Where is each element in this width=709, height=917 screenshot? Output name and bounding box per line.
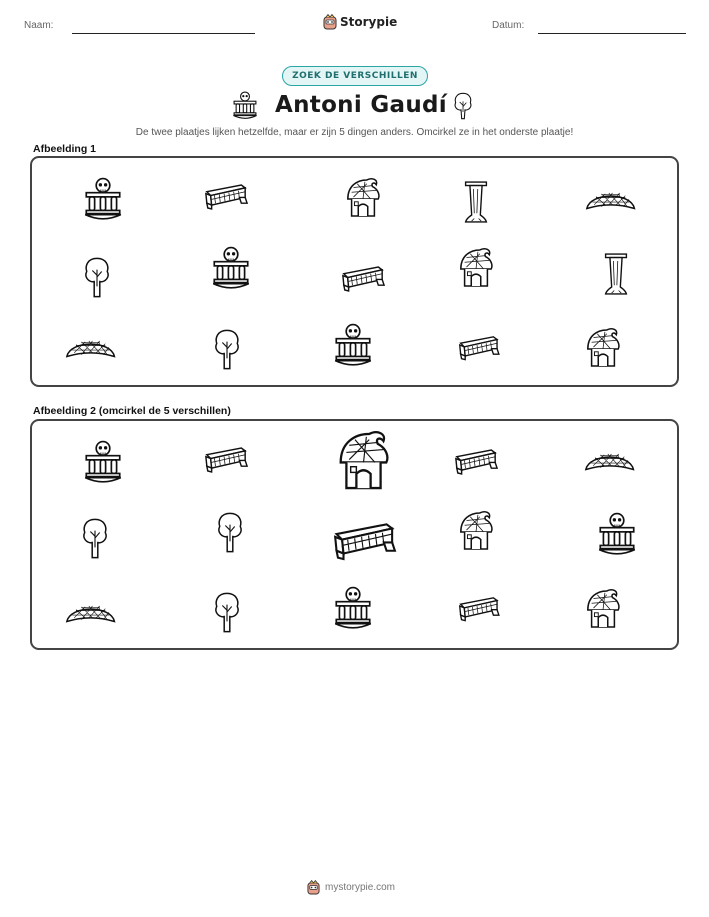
picture1-balcony-skull-icon (210, 246, 252, 296)
picture2-dome-icon[interactable] (584, 447, 635, 480)
picture1-dome-icon (585, 186, 636, 219)
picture2-mushroom-house-icon[interactable] (335, 428, 392, 498)
picture2-mushroom-house-icon[interactable] (584, 587, 622, 635)
picture2-bench-icon[interactable] (331, 520, 398, 566)
picture2-balcony-skull-icon[interactable] (332, 586, 374, 636)
picture1-column-icon (603, 251, 629, 301)
picture1-panel (30, 156, 679, 387)
picture2-balcony-skull-icon[interactable] (596, 512, 638, 562)
footer-url: mystorypie.com (325, 882, 396, 893)
date-line[interactable] (538, 33, 686, 34)
date-label: Datum: (492, 20, 525, 31)
name-label: Naam: (24, 20, 54, 31)
picture1-bench-icon (203, 182, 249, 215)
picture1-column-icon (463, 179, 489, 229)
storypie-mascot-icon (323, 14, 337, 30)
page-title: Antoni Gaudí (275, 92, 447, 118)
picture1-tree-icon (213, 327, 241, 377)
picture1-balcony-skull-icon (332, 323, 374, 373)
picture1-mushroom-house-icon (344, 176, 382, 224)
activity-badge: ZOEK DE VERSCHILLEN (282, 66, 428, 86)
picture2-panel[interactable] (30, 419, 679, 650)
title-row (0, 90, 709, 124)
picture2-bench-icon[interactable] (457, 595, 501, 627)
instructions: De twee plaatjes lijken hetzelfde, maar er zijn 5 dingen anders. Omcirkel ze in het onderste plaatje! (135, 127, 574, 138)
picture2-balcony-skull-icon[interactable] (82, 440, 124, 490)
picture2-mushroom-house-icon[interactable] (457, 509, 495, 557)
brand-logo (323, 14, 397, 30)
picture1-balcony-skull-icon (82, 177, 124, 227)
picture2-tree-icon[interactable] (213, 590, 241, 640)
picture2-bench-icon[interactable] (453, 447, 499, 480)
picture2-label: Afbeelding 2 (omcirkel de 5 verschillen) (33, 405, 231, 417)
tree-icon (453, 92, 473, 120)
storypie-mascot-icon (307, 880, 320, 895)
picture1-dome-icon (65, 334, 116, 367)
balcony-skull-icon (231, 91, 259, 121)
footer (307, 880, 395, 895)
picture1-bench-icon (340, 264, 386, 297)
picture2-dome-icon[interactable] (65, 599, 116, 632)
picture2-bench-icon[interactable] (203, 445, 249, 478)
picture2-tree-icon[interactable] (216, 510, 244, 560)
picture2-tree-icon[interactable] (81, 516, 109, 566)
name-line[interactable] (72, 33, 255, 34)
picture1-tree-icon (83, 255, 111, 305)
brand-name: Storypie (340, 15, 398, 29)
picture1-mushroom-house-icon (584, 326, 622, 374)
picture1-bench-icon (457, 334, 501, 366)
picture1-label: Afbeelding 1 (33, 143, 97, 155)
picture1-mushroom-house-icon (457, 246, 495, 294)
